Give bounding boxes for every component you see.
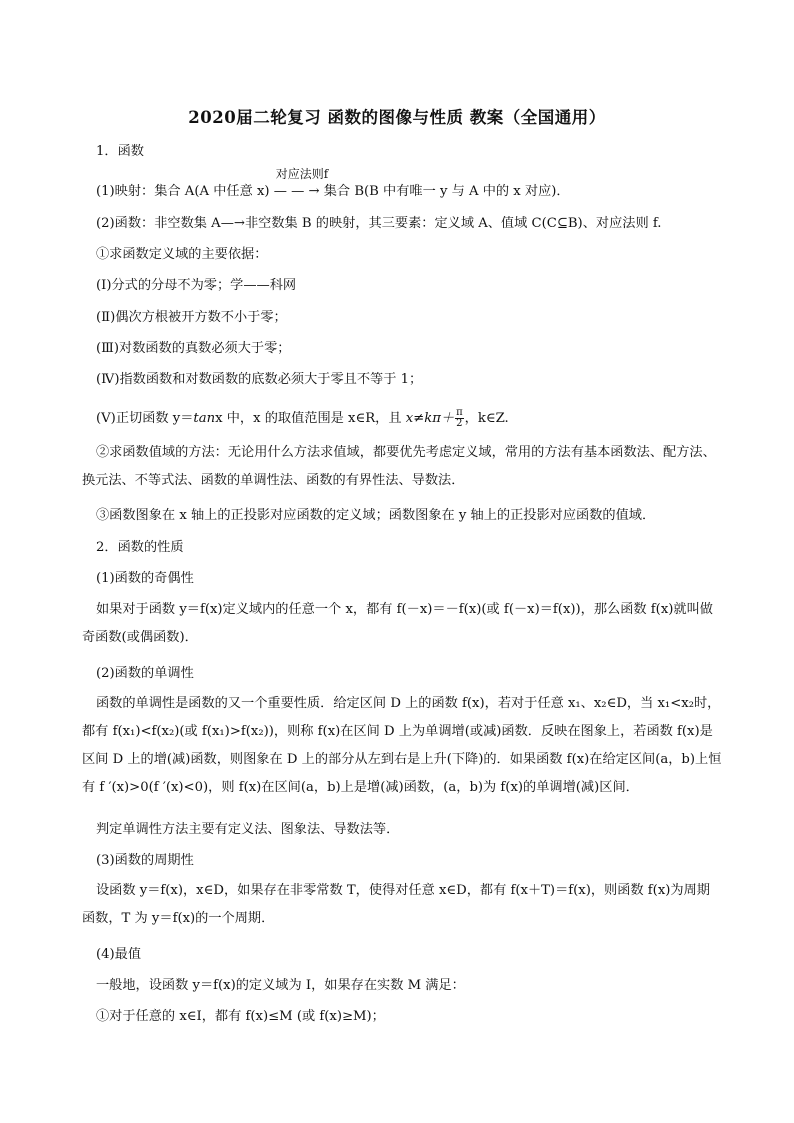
function-definition: (2)函数：非空数集 A—→非空数集 B 的映射，其三要素：定义域 A、值域 C(C⊆B)、对应法则 f. — [96, 216, 662, 231]
extreme-text: 一般地，设函数 y＝f(x)的定义域为 I，如果存在实数 M 满足： — [96, 978, 465, 993]
domain-rule-4: (Ⅳ)指数函数和对数函数的底数必须大于零且不等于 1； — [96, 372, 423, 387]
section1-heading: 1．函数 — [96, 144, 144, 159]
mapping-definition — [96, 167, 570, 201]
domain-basis: ①求函数定义域的主要依据： — [96, 247, 268, 262]
rule5-mid: x 中，x 的取值范围是 x∈R，且 — [215, 411, 406, 426]
domain-rule-3: (Ⅲ)对数函数的真数必须大于零； — [96, 341, 291, 356]
domain-rule-5 — [96, 408, 509, 429]
range-methods-text: ②求函数值域的方法：无论用什么方法求值域，都要优先考虑定义域，常用的方法有基本函数法、配方法、换元法、不等式法、函数的单调性法、函数的有界性法、导数法． — [82, 445, 716, 488]
rule5-tan: tan — [193, 411, 216, 426]
extreme-item-1: ①对于任意的 x∈I，都有 f(x)≤M (或 f(x)≥M)； — [96, 1009, 385, 1024]
parity-heading: (1)函数的奇偶性 — [96, 571, 194, 586]
section2-heading: 2．函数的性质 — [96, 540, 184, 555]
mapping-arrow-group — [273, 167, 329, 201]
domain-rule-1: (Ⅰ)分式的分母不为零；学——科网 — [96, 278, 297, 293]
period-text — [82, 877, 722, 933]
period-heading: (3)函数的周期性 — [96, 853, 194, 868]
mapping-prefix: (1)映射：集合 A(A 中任意 x) — [96, 184, 270, 199]
range-methods — [82, 439, 722, 495]
monotonic-text-body: 函数的单调性是函数的又一个重要性质．给定区间 D 上的函数 f(x)，若对于任意 x₁、x₂∈D，当 x₁<x₂时，都有 f(x₁)<f(x₂)(或 f(x₁)>f(x₂))，则称 f(x)在区间 D 上为单调增(或减)函数．反映在图象上，若函数 f(x)是区间 D 上的增(减)函数，则图象在 D 上的部分从左到右是上升(下降)的．如果函数 f(x)在给定区间(a，b)上恒有 f ′(x)>0(f ′(x)<0)，则 f(x)在区间(a，b)上是增(减)函数，(a，b)为 f(x)的单调增(减)区间． — [82, 696, 722, 795]
rule5-prefix: (Ⅴ)正切函数 y＝ — [96, 411, 194, 426]
mapping-arrow: — — → — [273, 184, 320, 199]
domain-rule-2: (Ⅱ)偶次方根被开方数不小于零； — [96, 310, 287, 325]
monotonic-text — [82, 690, 722, 802]
monotonic-heading: (2)函数的单调性 — [96, 666, 194, 681]
rule5-expr: x≠kπ＋ — [405, 411, 455, 426]
fraction-denominator: 2 — [456, 418, 463, 429]
page-title: 2020届二轮复习 函数的图像与性质 教案（全国通用） — [188, 108, 606, 127]
pi-over-two-fraction — [455, 408, 464, 429]
mapping-suffix: 集合 B(B 中有唯一 y 与 A 中的 x 对应)． — [323, 184, 570, 199]
parity-text-body: 如果对于函数 y＝f(x)定义域内的任意一个 x，都有 f(－x)＝－f(x)(或 f(－x)＝f(x))，那么函数 f(x)就叫做奇函数(或偶函数)． — [82, 602, 713, 645]
fraction-numerator: π — [456, 407, 463, 418]
rule5-suffix: ，k∈Z. — [464, 411, 509, 426]
monotonic-methods: 判定单调性方法主要有定义法、图象法、导数法等． — [96, 822, 400, 837]
period-text-body: 设函数 y＝f(x)，x∈D，如果存在非零常数 T，使得对任意 x∈D，都有 f(x＋T)＝f(x)，则函数 f(x)为周期函数，T 为 y＝f(x)的一个周期． — [82, 883, 710, 926]
mapping-arrow-label: 对应法则f — [275, 167, 329, 181]
extreme-heading: (4)最值 — [96, 947, 142, 962]
parity-text — [82, 596, 722, 652]
projection-note: ③函数图象在 x 轴上的正投影对应函数的定义域；函数图象在 y 轴上的正投影对应函数的值域． — [96, 508, 656, 523]
